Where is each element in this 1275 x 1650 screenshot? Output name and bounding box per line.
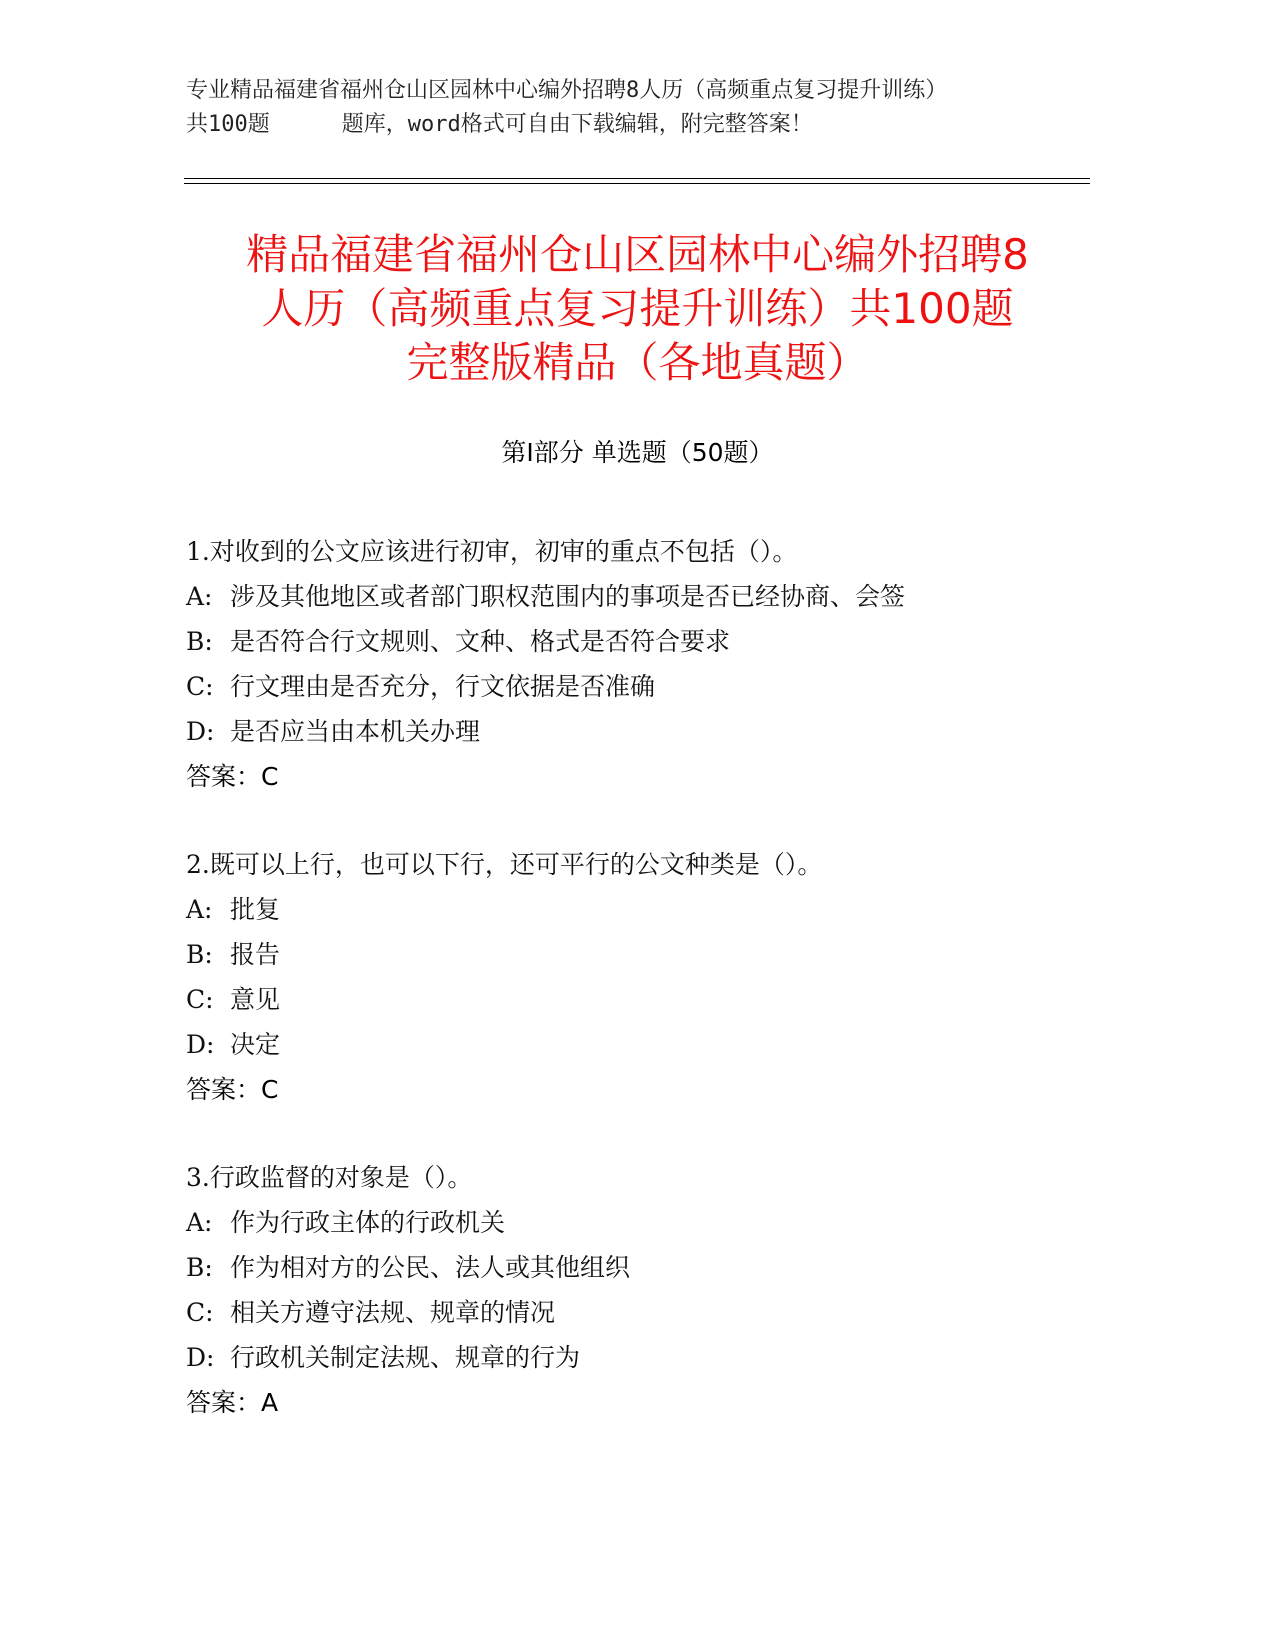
option-d bbox=[186, 709, 1086, 754]
header-line-2 bbox=[186, 108, 1086, 142]
title-line-3: 完整版精品（各地真题） bbox=[406, 338, 869, 387]
option-c bbox=[186, 977, 1086, 1022]
option-c bbox=[186, 664, 1086, 709]
option-label: C: bbox=[186, 672, 214, 701]
title-line-2: 人历（高频重点复习提升训练）共100题 bbox=[261, 284, 1014, 333]
option-text: 意见 bbox=[230, 985, 281, 1014]
option-label: D: bbox=[186, 717, 215, 746]
option-b bbox=[186, 932, 1086, 977]
option-a bbox=[186, 1200, 1086, 1245]
question-list bbox=[186, 529, 1086, 1468]
option-d bbox=[186, 1335, 1086, 1380]
option-label: B: bbox=[186, 627, 213, 656]
option-text: 批复 bbox=[230, 895, 281, 924]
option-label: A: bbox=[186, 895, 213, 924]
option-label: A: bbox=[186, 582, 213, 611]
question-stem: 1.对收到的公文应该进行初审，初审的重点不包括（）。 bbox=[186, 537, 798, 566]
title-line-1: 精品福建省福州仓山区园林中心编外招聘8 bbox=[246, 230, 1029, 279]
option-a bbox=[186, 574, 1086, 619]
option-c bbox=[186, 1290, 1086, 1335]
option-label: B: bbox=[186, 940, 213, 969]
answer: 答案：A bbox=[186, 1388, 279, 1417]
header-divider-top bbox=[184, 178, 1090, 179]
header-line-2-right: 题库，word格式可自由下载编辑，附完整答案！ bbox=[341, 112, 813, 137]
document-title bbox=[150, 228, 1125, 390]
option-label: A: bbox=[186, 1208, 213, 1237]
option-label: D: bbox=[186, 1030, 215, 1059]
question-stem: 2.既可以上行，也可以下行，还可平行的公文种类是（）。 bbox=[186, 850, 823, 879]
option-text: 是否符合行文规则、文种、格式是否符合要求 bbox=[230, 627, 731, 656]
question-stem: 3.行政监督的对象是（）。 bbox=[186, 1163, 473, 1192]
answer: 答案：C bbox=[186, 1075, 279, 1104]
document-header bbox=[186, 74, 1086, 142]
question-1 bbox=[186, 529, 1086, 799]
option-text: 涉及其他地区或者部门职权范围内的事项是否已经协商、会签 bbox=[230, 582, 906, 611]
header-line-2-left: 共100题 bbox=[186, 112, 270, 137]
option-text: 相关方遵守法规、规章的情况 bbox=[230, 1298, 556, 1327]
option-d bbox=[186, 1022, 1086, 1067]
option-b bbox=[186, 619, 1086, 664]
section-title: 第Ⅰ部分 单选题（50题） bbox=[501, 438, 774, 467]
answer: 答案：C bbox=[186, 762, 279, 791]
option-a bbox=[186, 887, 1086, 932]
option-label: C: bbox=[186, 1298, 214, 1327]
option-text: 是否应当由本机关办理 bbox=[230, 717, 481, 746]
option-text: 作为行政主体的行政机关 bbox=[230, 1208, 506, 1237]
option-text: 行政机关制定法规、规章的行为 bbox=[230, 1343, 581, 1372]
question-3 bbox=[186, 1155, 1086, 1425]
question-2 bbox=[186, 842, 1086, 1112]
option-label: C: bbox=[186, 985, 214, 1014]
option-b bbox=[186, 1245, 1086, 1290]
option-label: D: bbox=[186, 1343, 215, 1372]
header-divider-bottom bbox=[184, 183, 1090, 184]
option-text: 行文理由是否充分，行文依据是否准确 bbox=[230, 672, 656, 701]
option-text: 作为相对方的公民、法人或其他组织 bbox=[230, 1253, 631, 1282]
option-text: 报告 bbox=[230, 940, 281, 969]
option-text: 决定 bbox=[230, 1030, 281, 1059]
header-line-1: 专业精品福建省福州仓山区园林中心编外招聘8人历（高频重点复习提升训练） bbox=[186, 78, 948, 103]
option-label: B: bbox=[186, 1253, 213, 1282]
